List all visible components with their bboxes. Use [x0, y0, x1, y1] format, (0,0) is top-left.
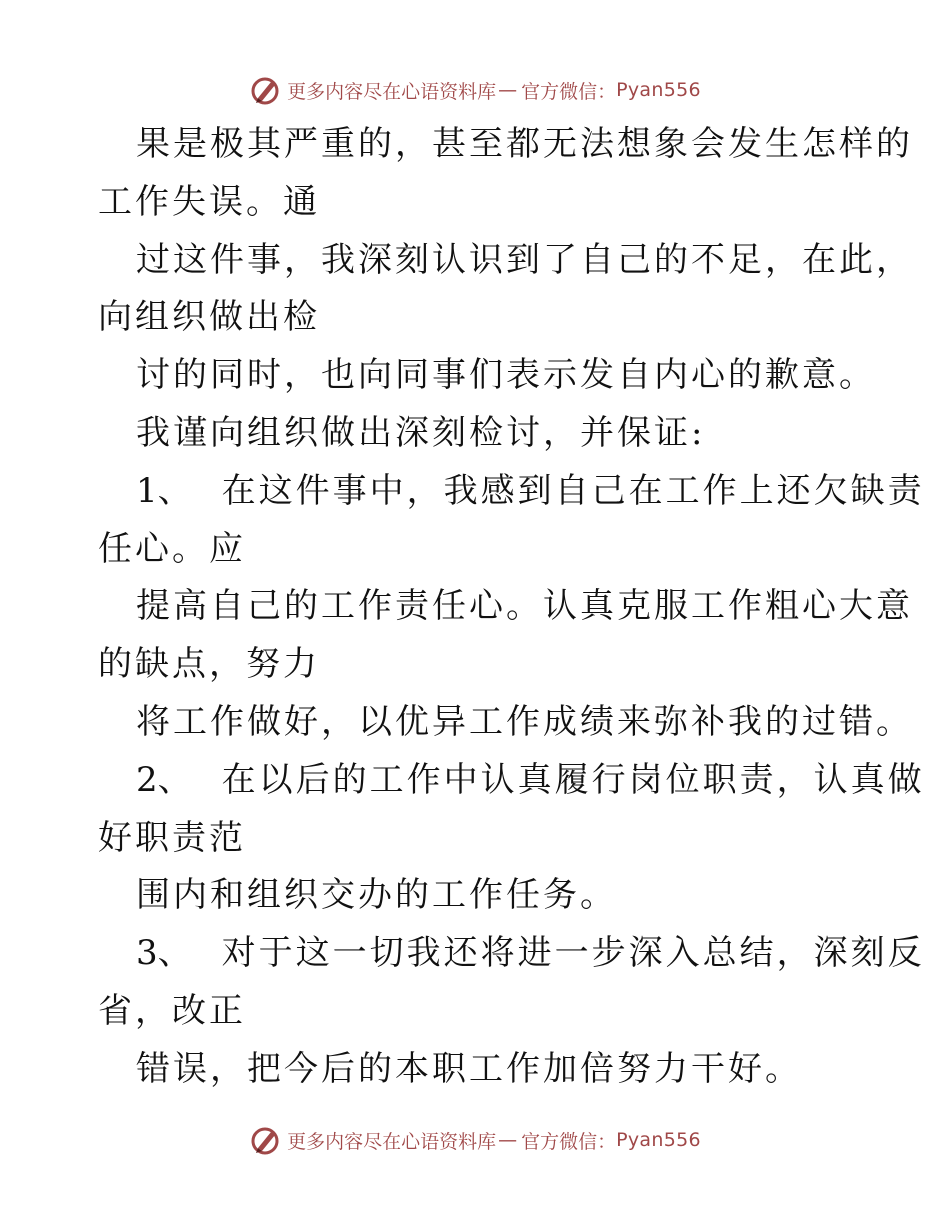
document-body [98, 116, 925, 1099]
promo-text: 更多内容尽在心语资料库 [287, 80, 497, 103]
text-line: 错误，把今后的本职工作加倍努力干好。 [136, 1048, 802, 1089]
list-number: 1、 [136, 470, 192, 511]
list-item-text: 在以后的工作中认真履行岗位职责，认真做 [221, 759, 925, 800]
text-line: 过这件事，我深刻认识到了自己的不足，在此， [136, 239, 913, 280]
text-line: 的缺点，努力 [98, 644, 320, 685]
text-line: 省，改正 [98, 990, 246, 1031]
wechat-id: Pyan556 [616, 1129, 701, 1151]
text-line: 工作失误。通 [98, 181, 320, 222]
text-line: 讨的同时，也向同事们表示发自内心的歉意。 [136, 355, 876, 396]
text-line: 任心。应 [98, 528, 246, 569]
wechat-label: 官方微信： [521, 1130, 617, 1153]
header-banner [0, 70, 950, 110]
separator: — [498, 1129, 518, 1151]
list-number: 3、 [136, 933, 192, 974]
list-item-2 [98, 752, 925, 810]
text-line: 我谨向组织做出深刻检讨，并保证: [136, 412, 706, 453]
text-line: 围内和组织交办的工作任务。 [136, 875, 617, 916]
text-line: 向组织做出检 [98, 297, 320, 338]
wechat-id: Pyan556 [616, 79, 701, 101]
pen-logo-icon [249, 74, 281, 106]
list-item-text: 在这件事中，我感到自己在工作上还欠缺责 [221, 470, 925, 511]
text-line: 将工作做好，以优异工作成绩来弥补我的过错。 [136, 701, 913, 742]
list-item-3 [98, 925, 925, 983]
list-item-1 [98, 463, 925, 521]
pen-logo-icon [249, 1124, 281, 1156]
promo-text: 更多内容尽在心语资料库 [287, 1130, 497, 1153]
text-line: 提高自己的工作责任心。认真克服工作粗心大意 [136, 586, 913, 627]
wechat-label: 官方微信： [521, 80, 617, 103]
text-line: 果是极其严重的，甚至都无法想象会发生怎样的 [136, 124, 913, 164]
list-item-text: 对于这一切我还将进一步深入总结，深刻反 [221, 933, 925, 974]
separator: — [498, 79, 518, 101]
text-line: 好职责范 [98, 817, 246, 858]
footer-banner [0, 1120, 950, 1160]
list-number: 2、 [136, 759, 192, 800]
